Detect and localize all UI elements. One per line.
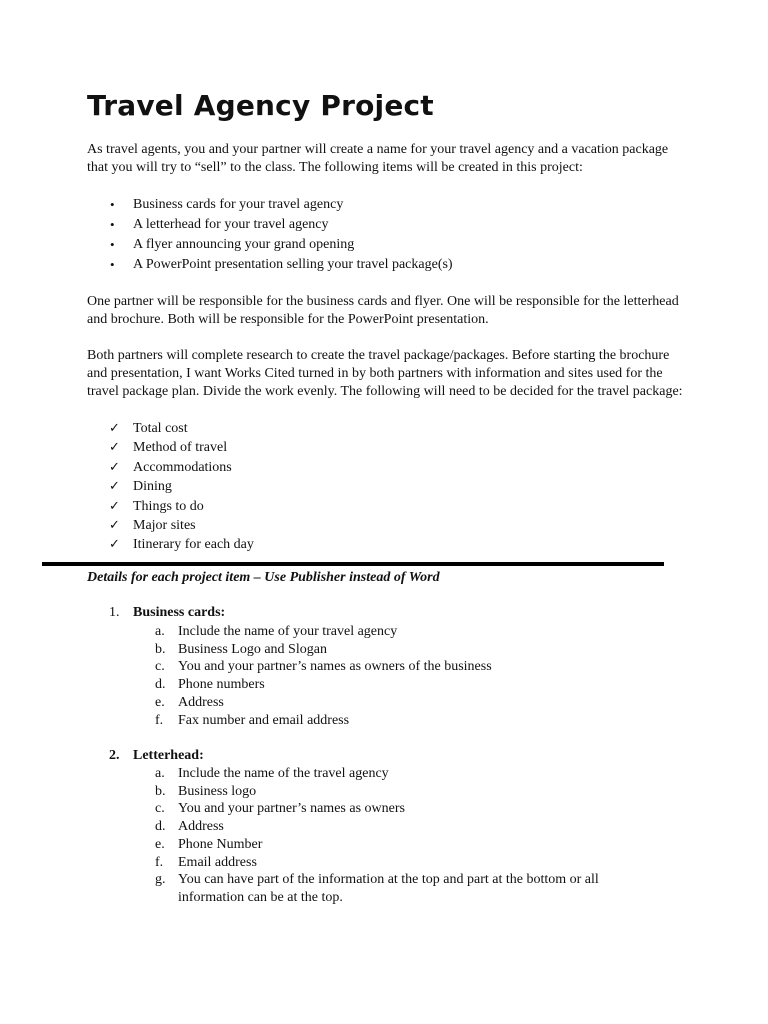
decisions-checklist	[87, 419, 254, 555]
list-item: • A flyer announcing your grand opening	[87, 235, 453, 255]
checkmark-icon: ✓	[109, 440, 120, 456]
section-label: Business cards:	[133, 605, 226, 620]
page-title: Travel Agency Project	[87, 89, 434, 122]
list-item: ✓ Major sites	[87, 516, 254, 535]
list-item: ✓ Method of travel	[87, 438, 254, 457]
bullet-icon: •	[110, 197, 115, 212]
list-item: g. You can have part of the information at the top and part at the bottom or all information can be at the top.	[155, 872, 599, 905]
checkmark-icon: ✓	[109, 518, 120, 534]
details-heading: Details for each project item – Use Publisher instead of Word	[87, 570, 440, 585]
list-item: c. You and your partner’s names as owners	[155, 801, 405, 817]
section-number: 2.	[109, 748, 120, 763]
project-items-list	[87, 195, 453, 275]
list-item: ✓ Total cost	[87, 419, 254, 438]
list-item: ✓ Accommodations	[87, 458, 254, 477]
checkmark-icon: ✓	[109, 537, 120, 553]
list-item: e. Phone Number	[155, 836, 263, 852]
bullet-icon: •	[110, 237, 115, 252]
list-item: f. Email address	[155, 854, 257, 870]
list-item: ✓ Things to do	[87, 497, 254, 516]
business-cards-sublist	[87, 623, 658, 729]
checkmark-icon: ✓	[109, 421, 120, 436]
intro-paragraph: As travel agents, you and your partner will create a name for your travel agency and a vacation package that you will try to “sell” to the class. The following items will be created in this project:	[87, 142, 669, 175]
list-item: f. Fax number and email address	[155, 712, 350, 728]
bullet-icon: •	[110, 217, 115, 232]
list-item: d. Address	[155, 819, 224, 835]
list-item: a. Include the name of the travel agency	[155, 766, 389, 781]
list-item: • A PowerPoint presentation selling your travel package(s)	[87, 255, 453, 275]
responsibilities-paragraph: One partner will be responsible for the business cards and flyer. One will be responsible for the letterhead and brochure. Both will be responsible for the PowerPoint presentation.	[87, 294, 679, 327]
list-item: ✓ Dining	[87, 477, 254, 496]
list-item: a. Include the name of your travel agency	[155, 624, 398, 639]
list-item: b. Business Logo and Slogan	[155, 641, 327, 657]
section-divider	[42, 562, 664, 566]
list-item: c. You and your partner’s names as owners of the business	[155, 659, 492, 675]
list-item: • Business cards for your travel agency	[87, 195, 453, 215]
list-item: b. Business logo	[155, 783, 257, 799]
letterhead-sublist	[87, 765, 658, 907]
section-number: 1.	[109, 605, 120, 620]
list-item: e. Address	[155, 694, 224, 710]
list-item: d. Phone numbers	[155, 677, 265, 693]
checkmark-icon: ✓	[109, 498, 120, 514]
checkmark-icon: ✓	[109, 459, 120, 475]
bullet-icon: •	[110, 257, 115, 272]
list-item: • A letterhead for your travel agency	[87, 215, 453, 235]
section-label: Letterhead:	[133, 748, 204, 763]
research-paragraph: Both partners will complete research to create the travel package/packages. Before starting the brochure and presentation, I want Works Cited turned in by both partners with information and sites used for the travel package plan. Divide the work evenly. The following will need to be decided for the travel package:	[87, 348, 683, 399]
checkmark-icon: ✓	[109, 479, 120, 495]
list-item: ✓ Itinerary for each day	[87, 535, 254, 554]
